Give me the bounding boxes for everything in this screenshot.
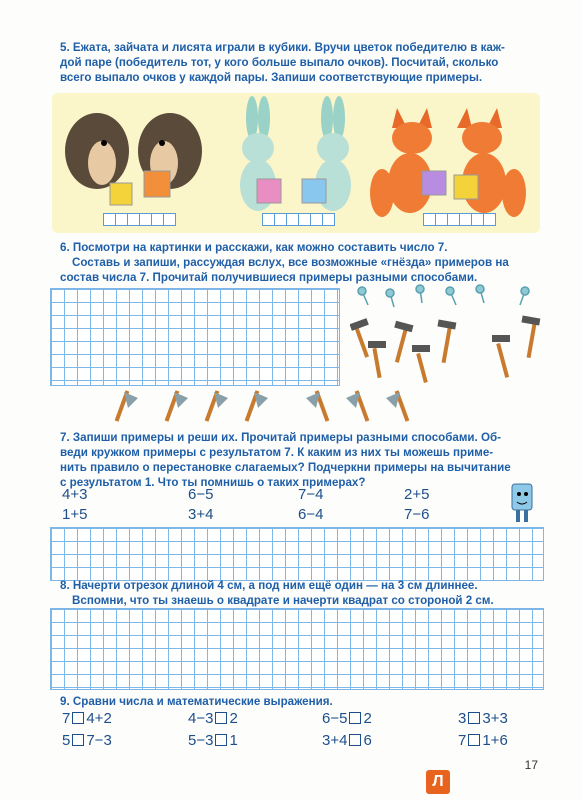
comparison-box[interactable] [215, 712, 227, 724]
example-1[interactable]: 4+3 [62, 486, 88, 503]
comparison-box[interactable] [72, 712, 84, 724]
example-8[interactable]: 7−6 [404, 506, 430, 523]
task6-text: 6. Посмотри на картинки и расскажи, как можно составить число 7. Составь и запиши, рассуждая вслух, все возможные «гнёзда» примеров на состав числа 7. Прочитай получившиеся примеры разными способами. [60, 241, 509, 284]
answer-boxes-foxes[interactable] [423, 213, 495, 226]
animals-scene [52, 93, 540, 233]
task6-grid[interactable] [50, 288, 340, 386]
pins-and-hammers-image [350, 283, 550, 393]
answer-boxes-hedgehogs[interactable] [103, 213, 175, 226]
answer-boxes-rabbits[interactable] [262, 213, 334, 226]
comparison-box[interactable] [349, 734, 361, 746]
comparison-4[interactable]: 3 3+3 [458, 710, 508, 727]
task7-grid[interactable] [50, 527, 544, 581]
comparison-1[interactable]: 7 4+2 [62, 710, 112, 727]
comparison-box[interactable] [72, 734, 84, 746]
fox-pair-image [370, 108, 526, 217]
task8-text: 8. Начерти отрезок длиной 4 см, а под ним ещё один — на 3 см длиннее. Вспомни, что ты знаешь о квадрате и начерти квадрат со стороной 2 см. [60, 579, 494, 607]
page-number: 17 [524, 758, 538, 772]
example-2[interactable]: 6−5 [188, 486, 214, 503]
comparison-8[interactable]: 7 1+6 [458, 732, 508, 749]
axes-image [100, 385, 440, 425]
comparison-2[interactable]: 4−3 2 [188, 710, 238, 727]
comparison-6[interactable]: 5−3 1 [188, 732, 238, 749]
comparison-box[interactable] [215, 734, 227, 746]
example-5[interactable]: 1+5 [62, 506, 88, 523]
task9-title: 9. Сравни числа и математические выражения. [60, 695, 333, 708]
example-6[interactable]: 3+4 [188, 506, 214, 523]
task8-grid[interactable] [50, 608, 544, 690]
comparison-5[interactable]: 5 7−3 [62, 732, 112, 749]
publisher-logo: Л [426, 770, 450, 794]
task5-text: 5. Ежата, зайчата и лисята играли в кубики. Вручи цветок победителю в каж- дой паре (победитель тот, у кого больше выпало очков). Посчитай, сколько всего выпало очков у каждой пары. Запиши соответствующие примеры. [60, 41, 505, 84]
comparison-7[interactable]: 3+4 6 [322, 732, 372, 749]
comparison-box[interactable] [468, 712, 480, 724]
hedgehog-pair-image [65, 113, 202, 205]
comparison-box[interactable] [468, 734, 480, 746]
rabbit-pair-image [240, 96, 351, 211]
comparison-3[interactable]: 6−5 2 [322, 710, 372, 727]
task7-text: 7. Запиши примеры и реши их. Прочитай примеры разными способами. Об- веди кружком примеры с результатом 7. К каким из них ты можешь приме- нить правило о перестановке слагаемых? Подчеркни примеры на вычитание с результатом 1. Что ты помнишь о таких примерах? [60, 431, 511, 489]
example-3[interactable]: 7−4 [298, 486, 324, 503]
example-4[interactable]: 2+5 [404, 486, 430, 503]
example-7[interactable]: 6−4 [298, 506, 324, 523]
comparison-box[interactable] [349, 712, 361, 724]
pencil-sharpener-character-image [508, 480, 538, 528]
